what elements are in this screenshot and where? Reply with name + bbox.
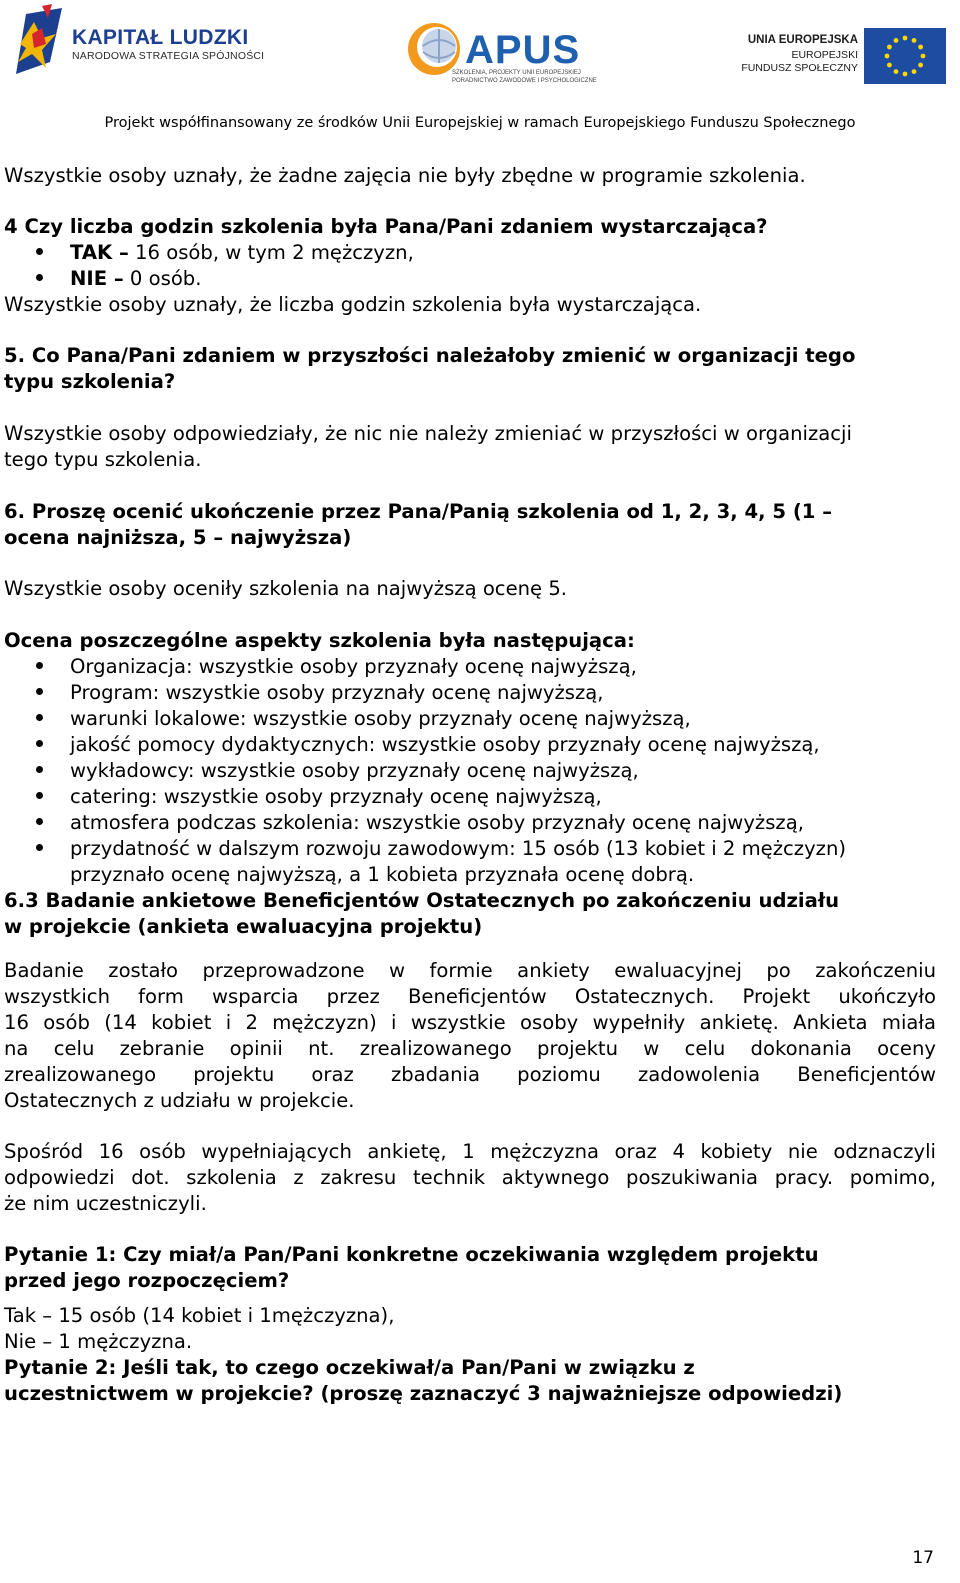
bullet-dot	[36, 818, 43, 825]
list-item: warunki lokalowe: wszystkie osoby przyznały ocenę najwyższą,	[70, 707, 691, 730]
apus-name: APUS	[465, 28, 581, 72]
bullet-dot	[36, 248, 43, 255]
question-5-heading-cont: typu szkolenia?	[4, 370, 176, 393]
list-item: catering: wszystkie osoby przyznały ocenę najwyższą,	[70, 785, 602, 808]
question-4-heading: 4 Czy liczba godzin szkolenia była Pana/Pani zdaniem wystarczająca?	[4, 215, 768, 238]
survey-question-1: Pytanie 1: Czy miał/a Pan/Pani konkretne oczekiwania względem projektu	[4, 1243, 819, 1266]
bullet-dot	[36, 844, 43, 851]
apus-subtitle-1: SZKOLENIA, PROJEKTY UNII EUROPEJSKIEJ	[452, 70, 581, 76]
list-item: jakość pomocy dydaktycznych: wszystkie osoby przyznały ocenę najwyższą,	[70, 733, 820, 756]
bullet-dot	[36, 740, 43, 747]
survey-question-2: Pytanie 2: Jeśli tak, to czego oczekiwał/a Pan/Pani w związku z	[4, 1356, 695, 1379]
list-item: Organizacja: wszystkie osoby przyznały ocenę najwyższą,	[70, 655, 637, 678]
paragraph-line: 16 osób (14 kobiet i 2 mężczyzn) i wszystkie osoby wypełniły ankietę. Ankieta miała	[4, 1011, 936, 1034]
paragraph-text: Wszystkie osoby uznały, że żadne zajęcia nie były zbędne w programie szkolenia.	[4, 164, 806, 187]
eu-line-2: EUROPEJSKI	[791, 49, 858, 61]
aspects-heading: Ocena poszczególne aspekty szkolenia była następująca:	[4, 629, 635, 652]
bullet-dot	[36, 274, 43, 281]
list-item: atmosfera podczas szkolenia: wszystkie osoby przyznały ocenę najwyższą,	[70, 811, 804, 834]
page-number: 17	[912, 1548, 934, 1568]
list-item	[70, 266, 201, 292]
section-heading-cont: w projekcie (ankieta ewaluacyjna projektu)	[4, 915, 483, 938]
question-6-heading-cont: ocena najniższa, 5 – najwyższa)	[4, 526, 352, 549]
option-text: 0 osób.	[123, 267, 202, 290]
list-item: Program: wszystkie osoby przyznały ocenę najwyższą,	[70, 681, 604, 704]
paragraph-line: wszystkich form wsparcia przez Beneficjentów Ostatecznych. Projekt ukończyło	[4, 985, 936, 1008]
bullet-dot	[36, 714, 43, 721]
list-item-cont: przyznało ocenę najwyższą, a 1 kobieta przyznała ocenę dobrą.	[70, 863, 695, 886]
apus-logo	[405, 16, 597, 86]
kapital-ludzki-title: KAPITAŁ LUDZKI	[72, 26, 249, 49]
apus-subtitle-2: PORADNICTWO ZAWODOWE I PSYCHOLOGICZNE	[452, 78, 597, 84]
answer-line: Nie – 1 mężczyzna.	[4, 1330, 193, 1353]
list-item: wykładowcy: wszystkie osoby przyznały ocenę najwyższą,	[70, 759, 639, 782]
bullet-dot	[36, 766, 43, 773]
paragraph-line: odpowiedzi dot. szkolenia z zakresu technik aktywnego poszukiwania pracy. pomimo,	[4, 1166, 936, 1189]
paragraph-line: Badanie zostało przeprowadzone w formie ankiety ewaluacyjnej po zakończeniu	[4, 959, 936, 982]
option-label: NIE –	[70, 267, 124, 290]
section-heading: 6.3 Badanie ankietowe Beneficjentów Ostatecznych po zakończeniu udziału	[4, 889, 840, 912]
paragraph-text: Wszystkie osoby uznały, że liczba godzin szkolenia była wystarczająca.	[4, 293, 702, 316]
option-text: 16 osób, w tym 2 mężczyzn,	[128, 241, 414, 264]
list-item	[70, 240, 414, 266]
bullet-dot	[36, 792, 43, 799]
paragraph-line: Spośród 16 osób wypełniających ankietę, 1 mężczyzna oraz 4 kobiety nie odznaczyli	[4, 1140, 936, 1163]
kapital-ludzki-logo	[12, 4, 265, 82]
bullet-dot	[36, 662, 43, 669]
survey-question-1-cont: przed jego rozpoczęciem?	[4, 1269, 290, 1292]
eu-logo	[741, 12, 952, 92]
kapital-ludzki-emblem-icon	[12, 4, 68, 76]
question-5-heading: 5. Co Pana/Pani zdaniem w przyszłości należałoby zmienić w organizacji tego	[4, 344, 856, 367]
paragraph-text: tego typu szkolenia.	[4, 448, 202, 471]
list-item: przydatność w dalszym rozwoju zawodowym: 15 osób (13 kobiet i 2 mężczyzn)	[70, 837, 847, 860]
cofinancing-tagline: Projekt współfinansowany ze środków Unii Europejskiej w ramach Europejskiego Funduszu Społecznego	[104, 115, 856, 131]
answer-line: Tak – 15 osób (14 kobiet i 1mężczyzna),	[4, 1304, 395, 1327]
paragraph-text: Wszystkie osoby odpowiedziały, że nic nie należy zmieniać w przyszłości w organizacji	[4, 422, 852, 445]
paragraph-text: Wszystkie osoby oceniły szkolenia na najwyższą ocenę 5.	[4, 577, 568, 600]
kapital-ludzki-subtitle: NARODOWA STRATEGIA SPÓJNOŚCI	[72, 50, 265, 62]
paragraph-line: Ostatecznych z udziału w projekcie.	[4, 1089, 355, 1112]
option-label: TAK –	[70, 241, 129, 264]
page-header	[0, 0, 960, 140]
eu-line-3: FUNDUSZ SPOŁECZNY	[741, 62, 858, 74]
paragraph-line: na celu zebranie opinii nt. zrealizowanego projektu w celu dokonania oceny	[4, 1037, 936, 1060]
bullet-dot	[36, 688, 43, 695]
eu-line-1: UNIA EUROPEJSKA	[747, 34, 858, 46]
question-6-heading: 6. Proszę ocenić ukończenie przez Pana/Panią szkolenia od 1, 2, 3, 4, 5 (1 –	[4, 500, 833, 523]
paragraph-line: że nim uczestniczyli.	[4, 1192, 207, 1215]
paragraph-line: zrealizowanego projektu oraz zbadania poziomu zadowolenia Beneficjentów	[4, 1063, 936, 1086]
eu-flag-icon	[864, 28, 946, 84]
survey-question-2-cont: uczestnictwem w projekcie? (proszę zaznaczyć 3 najważniejsze odpowiedzi)	[4, 1382, 843, 1405]
